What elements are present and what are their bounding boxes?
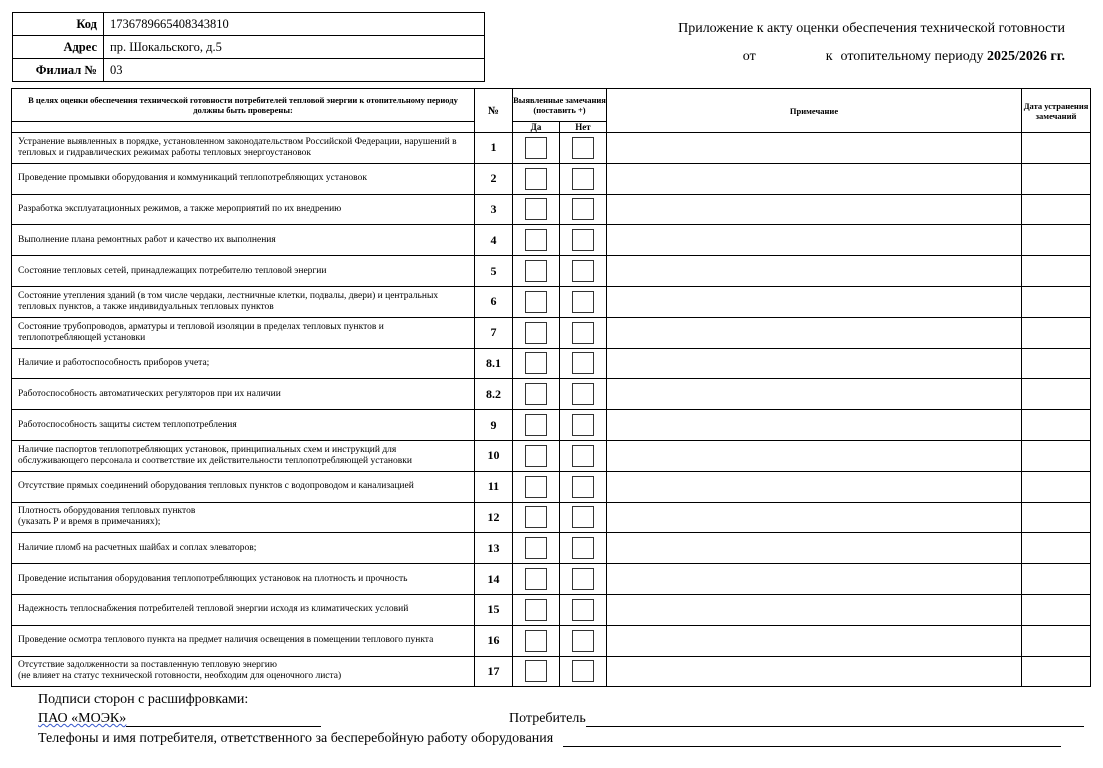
no-cell bbox=[560, 471, 607, 502]
meta-value: 03 bbox=[104, 59, 485, 82]
note-cell[interactable] bbox=[607, 440, 1022, 471]
meta-label: Адрес bbox=[13, 36, 104, 59]
row-number: 13 bbox=[475, 533, 513, 564]
row-text: Работоспособность автоматических регуляторов при их наличии bbox=[12, 379, 475, 410]
header-date: Дата устранения замечаний bbox=[1022, 89, 1091, 133]
yes-checkbox[interactable] bbox=[525, 568, 547, 590]
yes-cell bbox=[513, 564, 560, 595]
no-cell bbox=[560, 379, 607, 410]
signatures-title: Подписи сторон с расшифровками: bbox=[38, 692, 249, 707]
note-cell[interactable] bbox=[607, 317, 1022, 348]
row-text: Состояние тепловых сетей, принадлежащих потребителю тепловой энергии bbox=[12, 256, 475, 287]
table-row bbox=[12, 410, 1091, 441]
row-number: 8.2 bbox=[475, 379, 513, 410]
no-checkbox[interactable] bbox=[572, 137, 594, 159]
row-text: Отсутствие прямых соединений оборудования тепловых пунктов с водопроводом и канализацией bbox=[12, 471, 475, 502]
row-number: 16 bbox=[475, 625, 513, 656]
date-cell[interactable] bbox=[1022, 533, 1091, 564]
meta-table bbox=[12, 12, 485, 82]
no-checkbox[interactable] bbox=[572, 537, 594, 559]
no-cell bbox=[560, 564, 607, 595]
date-cell[interactable] bbox=[1022, 502, 1091, 533]
no-checkbox[interactable] bbox=[572, 506, 594, 528]
row-text: Состояние трубопроводов, арматуры и тепловой изоляции в пределах тепловых пунктов и теплопотребляющей установки bbox=[12, 317, 475, 348]
row-text: Плотность оборудования тепловых пунктов (указать Р и время в примечаниях); bbox=[12, 502, 475, 533]
row-text: Устранение выявленных в порядке, установленном законодательством Российской Федерации, нарушений в тепловых и гидравлических режимах работы тепловых энергоустановок bbox=[12, 133, 475, 164]
yes-checkbox[interactable] bbox=[525, 322, 547, 344]
yes-checkbox[interactable] bbox=[525, 260, 547, 282]
no-cell bbox=[560, 440, 607, 471]
meta-label: Код bbox=[13, 13, 104, 36]
yes-cell bbox=[513, 133, 560, 164]
no-checkbox[interactable] bbox=[572, 260, 594, 282]
consumer-label: Потребитель bbox=[509, 711, 586, 726]
no-cell bbox=[560, 502, 607, 533]
row-text: Разработка эксплуатационных режимов, а также мероприятий по их внедрению bbox=[12, 194, 475, 225]
date-cell[interactable] bbox=[1022, 471, 1091, 502]
note-cell[interactable] bbox=[607, 656, 1022, 687]
no-cell bbox=[560, 256, 607, 287]
yes-cell bbox=[513, 317, 560, 348]
no-checkbox[interactable] bbox=[572, 229, 594, 251]
consumer-signature-line[interactable] bbox=[586, 712, 1084, 727]
row-number: 9 bbox=[475, 410, 513, 441]
row-number: 7 bbox=[475, 317, 513, 348]
date-cell[interactable] bbox=[1022, 133, 1091, 164]
table-row bbox=[12, 256, 1091, 287]
date-cell[interactable] bbox=[1022, 410, 1091, 441]
moek-signature-line[interactable] bbox=[126, 712, 321, 727]
consumer-label-wrap bbox=[509, 711, 1084, 727]
yes-checkbox[interactable] bbox=[525, 352, 547, 374]
no-checkbox[interactable] bbox=[572, 630, 594, 652]
row-number: 10 bbox=[475, 440, 513, 471]
table-row bbox=[12, 286, 1091, 317]
yes-checkbox[interactable] bbox=[525, 506, 547, 528]
note-cell[interactable] bbox=[607, 379, 1022, 410]
note-cell[interactable] bbox=[607, 225, 1022, 256]
no-checkbox[interactable] bbox=[572, 414, 594, 436]
date-cell[interactable] bbox=[1022, 317, 1091, 348]
note-cell[interactable] bbox=[607, 471, 1022, 502]
no-cell bbox=[560, 656, 607, 687]
checklist-table bbox=[11, 88, 1091, 687]
phones-row bbox=[38, 731, 1061, 747]
table-row bbox=[12, 133, 1091, 164]
appendix-period-text: отопительному периоду bbox=[840, 49, 984, 64]
no-checkbox[interactable] bbox=[572, 322, 594, 344]
yes-checkbox[interactable] bbox=[525, 168, 547, 190]
yes-cell bbox=[513, 163, 560, 194]
row-number: 5 bbox=[475, 256, 513, 287]
appendix-season: 2025/2026 гг. bbox=[986, 49, 1065, 64]
date-cell[interactable] bbox=[1022, 625, 1091, 656]
row-text: Наличие и работоспособность приборов учета; bbox=[12, 348, 475, 379]
row-text: Проведение испытания оборудования теплопотребляющих установок на плотность и прочность bbox=[12, 564, 475, 595]
note-cell[interactable] bbox=[607, 594, 1022, 625]
date-cell[interactable] bbox=[1022, 594, 1091, 625]
no-cell bbox=[560, 594, 607, 625]
row-text: Работоспособность защиты систем теплопотребления bbox=[12, 410, 475, 441]
note-cell[interactable] bbox=[607, 564, 1022, 595]
no-checkbox[interactable] bbox=[572, 445, 594, 467]
date-cell[interactable] bbox=[1022, 256, 1091, 287]
no-checkbox[interactable] bbox=[572, 352, 594, 374]
row-number: 8.1 bbox=[475, 348, 513, 379]
no-cell bbox=[560, 348, 607, 379]
date-cell[interactable] bbox=[1022, 564, 1091, 595]
yes-checkbox[interactable] bbox=[525, 229, 547, 251]
meta-value: 1736789665408343810 bbox=[104, 13, 485, 36]
date-cell[interactable] bbox=[1022, 348, 1091, 379]
no-cell bbox=[560, 163, 607, 194]
no-cell bbox=[560, 286, 607, 317]
note-cell[interactable] bbox=[607, 256, 1022, 287]
row-number: 4 bbox=[475, 225, 513, 256]
table-row bbox=[12, 163, 1091, 194]
header-no: Нет bbox=[560, 122, 607, 133]
no-checkbox[interactable] bbox=[572, 599, 594, 621]
header-yes: Да bbox=[513, 122, 560, 133]
date-cell[interactable] bbox=[1022, 379, 1091, 410]
no-cell bbox=[560, 225, 607, 256]
phones-label: Телефоны и имя потребителя, ответственного за бесперебойную работу оборудования bbox=[38, 731, 554, 746]
row-number: 17 bbox=[475, 656, 513, 687]
table-row bbox=[12, 533, 1091, 564]
header-found: Выявленные замечания (поставить +) bbox=[513, 89, 607, 122]
date-cell[interactable] bbox=[1022, 656, 1091, 687]
table-row bbox=[12, 225, 1091, 256]
date-cell[interactable] bbox=[1022, 440, 1091, 471]
meta-row bbox=[13, 36, 485, 59]
table-row bbox=[12, 625, 1091, 656]
no-cell bbox=[560, 317, 607, 348]
row-number: 3 bbox=[475, 194, 513, 225]
table-row bbox=[12, 379, 1091, 410]
date-cell[interactable] bbox=[1022, 163, 1091, 194]
meta-label: Филиал № bbox=[13, 59, 104, 82]
note-cell[interactable] bbox=[607, 133, 1022, 164]
row-text: Состояние утепления зданий (в том числе чердаки, лестничные клетки, подвалы, двери) и центральных тепловых пунктов, а также индивидуальных тепловых пунктов bbox=[12, 286, 475, 317]
note-cell[interactable] bbox=[607, 286, 1022, 317]
note-cell[interactable] bbox=[607, 625, 1022, 656]
note-cell[interactable] bbox=[607, 348, 1022, 379]
table-row bbox=[12, 317, 1091, 348]
table-row bbox=[12, 564, 1091, 595]
row-text: Проведение осмотра теплового пункта на предмет наличия освещения в помещении теплового пункта bbox=[12, 625, 475, 656]
no-cell bbox=[560, 625, 607, 656]
no-checkbox[interactable] bbox=[572, 476, 594, 498]
yes-checkbox[interactable] bbox=[525, 445, 547, 467]
row-text: Отсутствие задолженности за поставленную тепловую энергию (не влияет на статус технической готовности, необходим для оценочного листа) bbox=[12, 656, 475, 687]
no-cell bbox=[560, 533, 607, 564]
yes-checkbox[interactable] bbox=[525, 537, 547, 559]
row-text: Наличие пломб на расчетных шайбах и соплах элеваторов; bbox=[12, 533, 475, 564]
yes-cell bbox=[513, 502, 560, 533]
row-number: 6 bbox=[475, 286, 513, 317]
yes-cell bbox=[513, 379, 560, 410]
date-cell[interactable] bbox=[1022, 286, 1091, 317]
appendix-k-label: к bbox=[825, 49, 833, 64]
yes-cell bbox=[513, 348, 560, 379]
yes-cell bbox=[513, 225, 560, 256]
yes-checkbox[interactable] bbox=[525, 630, 547, 652]
row-text: Выполнение плана ремонтных работ и качество их выполнения bbox=[12, 225, 475, 256]
table-row bbox=[12, 348, 1091, 379]
yes-cell bbox=[513, 286, 560, 317]
yes-checkbox[interactable] bbox=[525, 198, 547, 220]
yes-cell bbox=[513, 594, 560, 625]
meta-row bbox=[13, 13, 485, 36]
meta-row bbox=[13, 59, 485, 82]
yes-cell bbox=[513, 625, 560, 656]
row-text: Проведение промывки оборудования и коммуникаций теплопотребляющих установок bbox=[12, 163, 475, 194]
phones-line[interactable] bbox=[563, 732, 1061, 747]
no-checkbox[interactable] bbox=[572, 198, 594, 220]
no-checkbox[interactable] bbox=[572, 168, 594, 190]
yes-checkbox[interactable] bbox=[525, 137, 547, 159]
table-row bbox=[12, 594, 1091, 625]
no-checkbox[interactable] bbox=[572, 568, 594, 590]
row-number: 14 bbox=[475, 564, 513, 595]
row-text: Наличие паспортов теплопотребляющих установок, принципиальных схем и инструкций для обслуживающего персонала и соответствие их действительности теплопотребляющей установки bbox=[12, 440, 475, 471]
table-row bbox=[12, 502, 1091, 533]
yes-checkbox[interactable] bbox=[525, 476, 547, 498]
yes-checkbox[interactable] bbox=[525, 414, 547, 436]
appendix-header bbox=[585, 15, 1065, 71]
table-row bbox=[12, 194, 1091, 225]
table-row bbox=[12, 440, 1091, 471]
header-empty bbox=[12, 122, 475, 133]
note-cell[interactable] bbox=[607, 502, 1022, 533]
note-cell[interactable] bbox=[607, 410, 1022, 441]
row-text: Надежность теплоснабжения потребителей тепловой энергии исходя из климатических условий bbox=[12, 594, 475, 625]
note-cell[interactable] bbox=[607, 194, 1022, 225]
header-note: Примечание bbox=[607, 89, 1022, 133]
appendix-period-line bbox=[585, 43, 1065, 71]
no-cell bbox=[560, 410, 607, 441]
row-number: 11 bbox=[475, 471, 513, 502]
appendix-title: Приложение к акту оценки обеспечения технической готовности bbox=[678, 21, 1065, 36]
yes-cell bbox=[513, 533, 560, 564]
appendix-date-label: от bbox=[742, 49, 756, 64]
table-row bbox=[12, 656, 1091, 687]
yes-checkbox[interactable] bbox=[525, 291, 547, 313]
yes-cell bbox=[513, 471, 560, 502]
yes-cell bbox=[513, 256, 560, 287]
signature-line-row bbox=[38, 711, 1090, 727]
yes-checkbox[interactable] bbox=[525, 660, 547, 682]
yes-cell bbox=[513, 194, 560, 225]
no-cell bbox=[560, 194, 607, 225]
no-cell bbox=[560, 133, 607, 164]
yes-cell bbox=[513, 656, 560, 687]
row-number: 15 bbox=[475, 594, 513, 625]
table-row bbox=[12, 471, 1091, 502]
no-checkbox[interactable] bbox=[572, 660, 594, 682]
header-number: № bbox=[475, 89, 513, 133]
note-cell[interactable] bbox=[607, 533, 1022, 564]
date-cell[interactable] bbox=[1022, 194, 1091, 225]
yes-checkbox[interactable] bbox=[525, 599, 547, 621]
row-number: 2 bbox=[475, 163, 513, 194]
row-number: 12 bbox=[475, 502, 513, 533]
yes-cell bbox=[513, 410, 560, 441]
no-checkbox[interactable] bbox=[572, 291, 594, 313]
moek-label: ПАО «МОЭК» bbox=[38, 711, 127, 726]
header-description: В целях оценки обеспечения технической готовности потребителей тепловой энергии к отопительному периоду должны быть проверены: bbox=[12, 89, 475, 122]
yes-checkbox[interactable] bbox=[525, 383, 547, 405]
meta-value: пр. Шокальского, д.5 bbox=[104, 36, 485, 59]
yes-cell bbox=[513, 440, 560, 471]
note-cell[interactable] bbox=[607, 163, 1022, 194]
date-cell[interactable] bbox=[1022, 225, 1091, 256]
no-checkbox[interactable] bbox=[572, 383, 594, 405]
row-number: 1 bbox=[475, 133, 513, 164]
